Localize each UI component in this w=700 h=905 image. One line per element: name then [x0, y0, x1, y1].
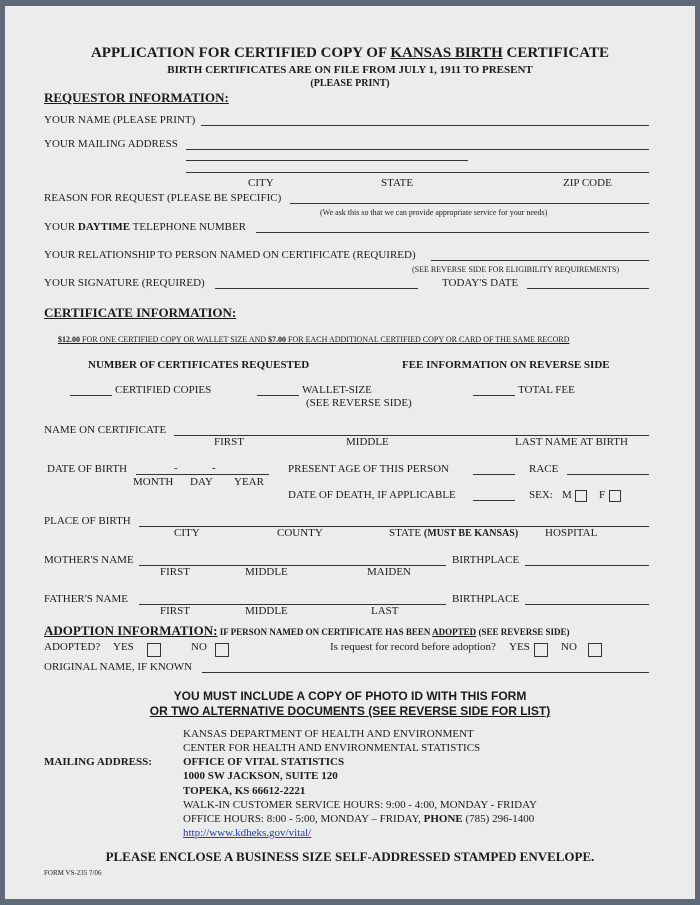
date-of-birth-label: DATE OF BIRTH	[47, 463, 128, 475]
father-birthplace-field[interactable]	[525, 604, 649, 605]
signature-field[interactable]	[215, 288, 418, 289]
sex-male-label: M	[562, 489, 572, 501]
pob-state-caption: STATE (MUST BE KANSAS)	[389, 527, 519, 539]
sex-male-checkbox[interactable]	[575, 490, 587, 502]
last-name-at-birth-caption: LAST NAME AT BIRTH	[515, 436, 628, 448]
before-adoption-question: Is request for record before adoption?	[330, 641, 496, 653]
date-of-death-field[interactable]	[473, 500, 515, 501]
adoption-heading: ADOPTION INFORMATION: IF PERSON NAMED ON CERTIFICATE HAS BEEN ADOPTED (SEE REVERSE SIDE)	[44, 623, 570, 638]
website-link[interactable]: http://www.kdheks.gov/vital/	[183, 827, 312, 839]
form-number: FORM VS-235 7/06	[44, 869, 102, 877]
pob-city-caption: CITY	[174, 527, 200, 539]
fee-info-heading: FEE INFORMATION ON REVERSE SIDE	[402, 359, 610, 371]
walk-in-hours: WALK-IN CUSTOMER SERVICE HOURS: 9:00 - 4:00, MONDAY - FRIDAY	[183, 799, 537, 811]
daytime-phone-label: YOUR DAYTIME TELEPHONE NUMBER	[44, 221, 247, 233]
original-name-field[interactable]	[202, 672, 649, 673]
relationship-note: (SEE REVERSE SIDE FOR ELIGIBILITY REQUIREMENTS)	[412, 265, 620, 274]
certificate-section-heading: CERTIFICATE INFORMATION:	[44, 305, 237, 320]
reason-label: REASON FOR REQUEST (PLEASE BE SPECIFIC)	[44, 192, 282, 204]
application-form	[5, 6, 695, 899]
adopted-yes-label: YES	[113, 641, 134, 653]
mother-middle-caption: MIDDLE	[245, 566, 288, 578]
father-middle-caption: MIDDLE	[245, 605, 288, 617]
fathers-name-label: FATHER'S NAME	[44, 593, 128, 605]
mothers-name-label: MOTHER'S NAME	[44, 554, 134, 566]
dob-separator-2: -	[212, 462, 216, 474]
requestor-section-heading: REQUESTOR INFORMATION:	[44, 90, 229, 105]
city-caption: CITY	[248, 177, 274, 189]
name-on-certificate-label: NAME ON CERTIFICATE	[44, 424, 167, 436]
number-requested-heading: NUMBER OF CERTIFICATES REQUESTED	[88, 359, 310, 371]
adopted-no-checkbox[interactable]	[215, 643, 229, 657]
agency-street: 1000 SW JACKSON, SUITE 120	[183, 770, 338, 782]
reason-field[interactable]	[290, 203, 649, 204]
date-of-death-label: DATE OF DEATH, IF APPLICABLE	[288, 489, 456, 501]
wallet-size-label: WALLET-SIZE	[302, 384, 372, 396]
adopted-no-label: NO	[191, 641, 207, 653]
todays-date-label: TODAY'S DATE	[442, 277, 519, 289]
date-of-birth-field[interactable]	[136, 474, 269, 475]
original-name-label: ORIGINAL NAME, IF KNOWN	[44, 661, 193, 673]
photo-id-notice-line-2: OR TWO ALTERNATIVE DOCUMENTS (SEE REVERSE SIDE FOR LIST)	[149, 704, 551, 718]
year-caption: YEAR	[234, 476, 264, 488]
please-print-note: (PLEASE PRINT)	[310, 78, 390, 89]
present-age-field[interactable]	[473, 474, 515, 475]
total-fee-field[interactable]	[473, 395, 515, 396]
agency-office: OFFICE OF VITAL STATISTICS	[183, 756, 345, 768]
mother-maiden-caption: MAIDEN	[367, 566, 411, 578]
photo-id-notice-line-1: YOU MUST INCLUDE A COPY OF PHOTO ID WITH THIS FORM	[173, 689, 527, 703]
mailing-address-field-3[interactable]	[186, 172, 649, 173]
agency-city: TOPEKA, KS 66612-2221	[183, 785, 306, 797]
your-name-field[interactable]	[201, 125, 649, 126]
sex-label: SEX:	[529, 489, 553, 501]
fee-statement: $12.00 FOR ONE CERTIFIED COPY OR WALLET SIZE AND $7.00 FOR EACH ADDITIONAL CERTIFIED COPY OR CARD OF THE SAME RECORD	[58, 335, 570, 344]
race-field[interactable]	[567, 474, 649, 475]
state-caption: STATE	[381, 177, 414, 189]
certified-copies-field[interactable]	[70, 395, 112, 396]
form-subtitle: BIRTH CERTIFICATES ARE ON FILE FROM JULY 1, 1911 TO PRESENT	[167, 64, 533, 76]
mother-birthplace-label: BIRTHPLACE	[452, 554, 520, 566]
mother-birthplace-field[interactable]	[525, 565, 649, 566]
relationship-field[interactable]	[431, 260, 649, 261]
father-birthplace-label: BIRTHPLACE	[452, 593, 520, 605]
sex-female-label: F	[599, 489, 606, 501]
mother-first-caption: FIRST	[160, 566, 190, 578]
father-last-caption: LAST	[371, 605, 399, 617]
signature-label: YOUR SIGNATURE (REQUIRED)	[44, 277, 205, 289]
first-caption: FIRST	[214, 436, 244, 448]
zip-caption: ZIP CODE	[563, 177, 612, 189]
month-caption: MONTH	[133, 476, 174, 488]
form-title: APPLICATION FOR CERTIFIED COPY OF KANSAS BIRTH CERTIFICATE	[90, 45, 610, 61]
wallet-size-note: (SEE REVERSE SIDE)	[306, 397, 412, 409]
mailing-address-field-1[interactable]	[186, 149, 649, 150]
adopted-yes-checkbox[interactable]	[147, 643, 161, 657]
before-adoption-yes-checkbox[interactable]	[534, 643, 548, 657]
dob-separator-1: -	[174, 462, 178, 474]
present-age-label: PRESENT AGE OF THIS PERSON	[288, 463, 449, 475]
hospital-caption: HOSPITAL	[545, 527, 598, 539]
your-name-label: YOUR NAME (PLEASE PRINT)	[44, 114, 196, 126]
relationship-label: YOUR RELATIONSHIP TO PERSON NAMED ON CERTIFICATE (REQUIRED)	[44, 249, 416, 261]
certified-copies-label: CERTIFIED COPIES	[115, 384, 212, 396]
before-adoption-no-checkbox[interactable]	[588, 643, 602, 657]
middle-caption: MIDDLE	[346, 436, 389, 448]
envelope-instruction: PLEASE ENCLOSE A BUSINESS SIZE SELF-ADDRESSED STAMPED ENVELOPE.	[105, 849, 595, 864]
office-hours: OFFICE HOURS: 8:00 - 5:00, MONDAY – FRIDAY, PHONE (785) 296-1400	[183, 813, 535, 825]
mailing-address-label: YOUR MAILING ADDRESS	[44, 138, 178, 150]
mailing-address-heading: MAILING ADDRESS:	[44, 756, 152, 768]
before-adoption-yes-label: YES	[509, 641, 530, 653]
place-of-birth-label: PLACE OF BIRTH	[44, 515, 131, 527]
todays-date-field[interactable]	[527, 288, 649, 289]
daytime-phone-field[interactable]	[256, 232, 649, 233]
sex-female-checkbox[interactable]	[609, 490, 621, 502]
day-caption: DAY	[190, 476, 213, 488]
reason-note: (We ask this so that we can provide appropriate service for your needs)	[320, 208, 548, 217]
race-label: RACE	[529, 463, 559, 475]
agency-line-2: CENTER FOR HEALTH AND ENVIRONMENTAL STATISTICS	[183, 742, 481, 754]
wallet-size-field[interactable]	[257, 395, 299, 396]
before-adoption-no-label: NO	[561, 641, 577, 653]
total-fee-label: TOTAL FEE	[518, 384, 575, 396]
agency-line-1: KANSAS DEPARTMENT OF HEALTH AND ENVIRONMENT	[183, 728, 474, 740]
adopted-label: ADOPTED?	[44, 641, 101, 653]
mailing-address-field-2[interactable]	[186, 160, 468, 161]
county-caption: COUNTY	[277, 527, 323, 539]
father-first-caption: FIRST	[160, 605, 190, 617]
